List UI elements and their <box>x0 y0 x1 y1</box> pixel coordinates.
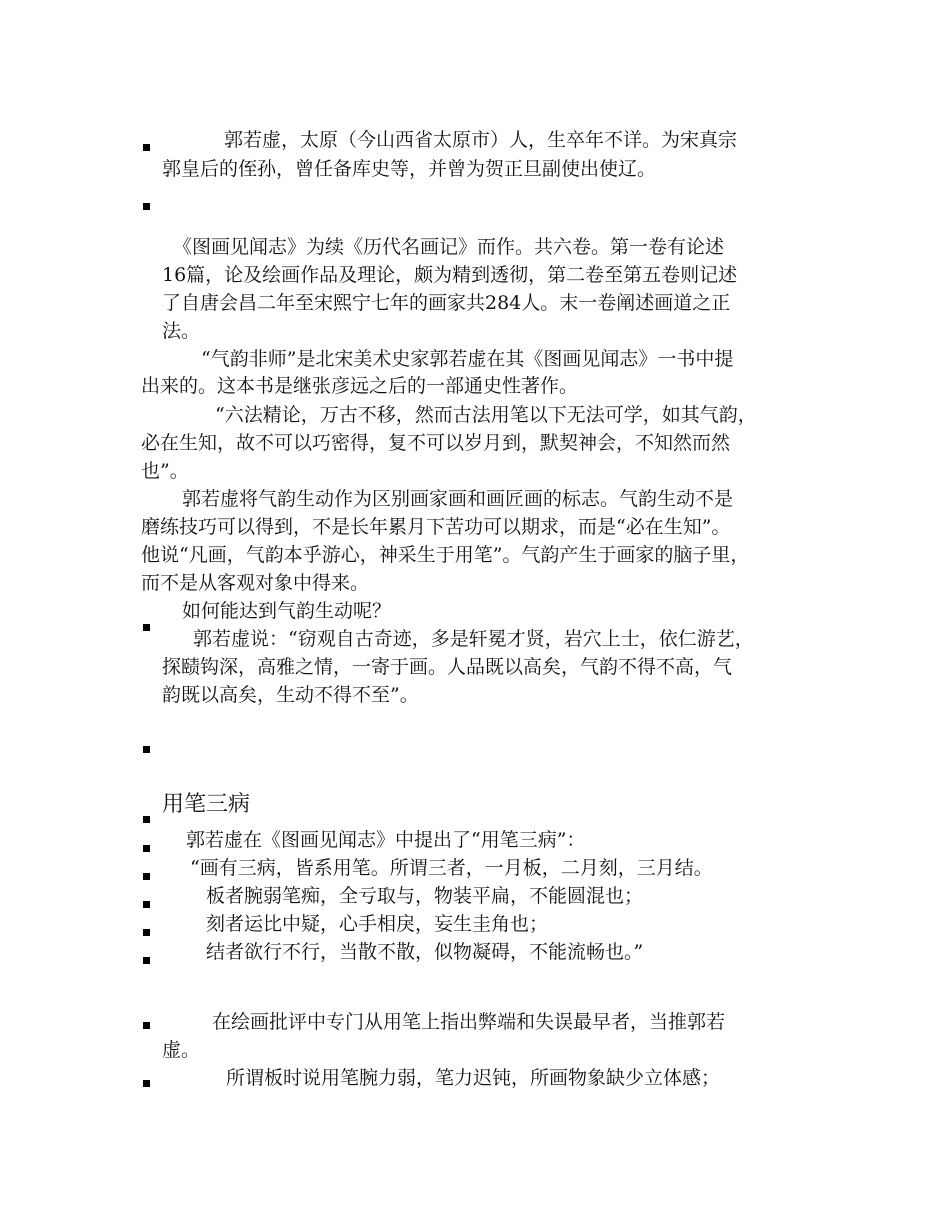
paragraph-2-line-4: 法。 <box>162 320 201 342</box>
paragraph-7-line-1: 郭若虚说：“窃观自古奇迹，多是轩冕才贤，岩穴上士，依仁游艺， <box>193 628 754 650</box>
paragraph-7-line-2: 探赜钩深，高雅之情，一寄于画。人品既以高矣，气韵不得不高，气 <box>162 656 733 678</box>
list-item-2: “画有三病，皆系用笔。所谓三者，一月板，二月刻，三月结。 <box>190 857 713 879</box>
list-item-1: 郭若虚在《图画见闻志》中提出了“用笔三病”： <box>186 829 586 851</box>
paragraph-8-line-2: 虚。 <box>162 1039 201 1061</box>
paragraph-4-line-1: “六法精论，万古不移，然而古法用笔以下无法可学，如其气韵， <box>215 404 757 426</box>
bullet-marker <box>143 929 150 936</box>
section-heading: 用笔三病 <box>162 792 251 817</box>
bullet-marker <box>143 746 150 753</box>
bullet-marker <box>143 624 150 631</box>
paragraph-1-line-1: 郭若虚，太原（今山西省太原市）人，生卒年不详。为宋真宗 <box>186 129 738 151</box>
paragraph-4-line-2: 必在生知，故不可以巧密得，复不可以岁月到，默契神会，不知然而然 <box>141 432 731 454</box>
list-item-5: 结者欲行不行，当散不散，似物凝碍，不能流畅也。” <box>206 941 644 963</box>
paragraph-5-line-2: 磨练技巧可以得到，不是长年累月下苦功可以期求，而是“必在生知”。 <box>141 516 731 538</box>
paragraph-5-line-4: 而不是从客观对象中得来。 <box>141 572 370 594</box>
bullet-marker <box>143 816 150 823</box>
paragraph-9: 所谓板时说用笔腕力弱，笔力迟钝，所画物象缺少立体感； <box>226 1067 721 1089</box>
paragraph-8-line-1: 在绘画批评中专门从用笔上指出弊端和失误最早者，当推郭若 <box>212 1011 726 1033</box>
bullet-marker <box>143 845 150 852</box>
paragraph-2-line-2: 16篇，论及绘画作品及理论，颇为精到透彻，第二卷至第五卷则记述 <box>162 264 738 286</box>
bullet-marker <box>143 1022 150 1029</box>
paragraph-7-line-3: 韵既以高矣，生动不得不至”。 <box>162 684 419 706</box>
paragraph-1-line-2: 郭皇后的侄孙，曾任备库史等，并曾为贺正旦副使出使辽。 <box>162 158 657 180</box>
bullet-marker <box>143 1080 150 1087</box>
paragraph-2-line-3: 了自唐会昌二年至宋熙宁七年的画家共284人。末一卷阐述画道之正 <box>162 292 731 314</box>
bullet-marker <box>143 901 150 908</box>
bullet-marker <box>143 203 150 210</box>
paragraph-3-line-2: 出来的。这本书是继张彦远之后的一部通史性著作。 <box>141 375 579 397</box>
paragraph-5-line-3: 他说“凡画，气韵本乎游心，神采生于用笔”。气韵产生于画家的脑子里， <box>141 544 750 566</box>
paragraph-3-line-1: “气韵非师”是北宋美术史家郭若虚在其《图画见闻志》一书中提 <box>201 348 734 370</box>
paragraph-6: 如何能达到气韵生动呢？ <box>182 600 392 622</box>
list-item-4: 刻者运比中疑，心手相戾，妄生圭角也； <box>206 913 549 935</box>
paragraph-2-line-1: 《图画见闻志》为续《历代名画记》而作。共六卷。第一卷有论述 <box>173 236 725 258</box>
paragraph-5-line-1: 郭若虚将气韵生动作为区别画家画和画匠画的标志。气韵生动不是 <box>182 488 734 510</box>
bullet-marker <box>143 144 150 151</box>
paragraph-4-line-3: 也”。 <box>141 460 189 482</box>
list-item-3: 板者腕弱笔痴，全亏取与，物装平扁，不能圆混也； <box>206 885 644 907</box>
bullet-marker <box>143 957 150 964</box>
bullet-marker <box>143 873 150 880</box>
